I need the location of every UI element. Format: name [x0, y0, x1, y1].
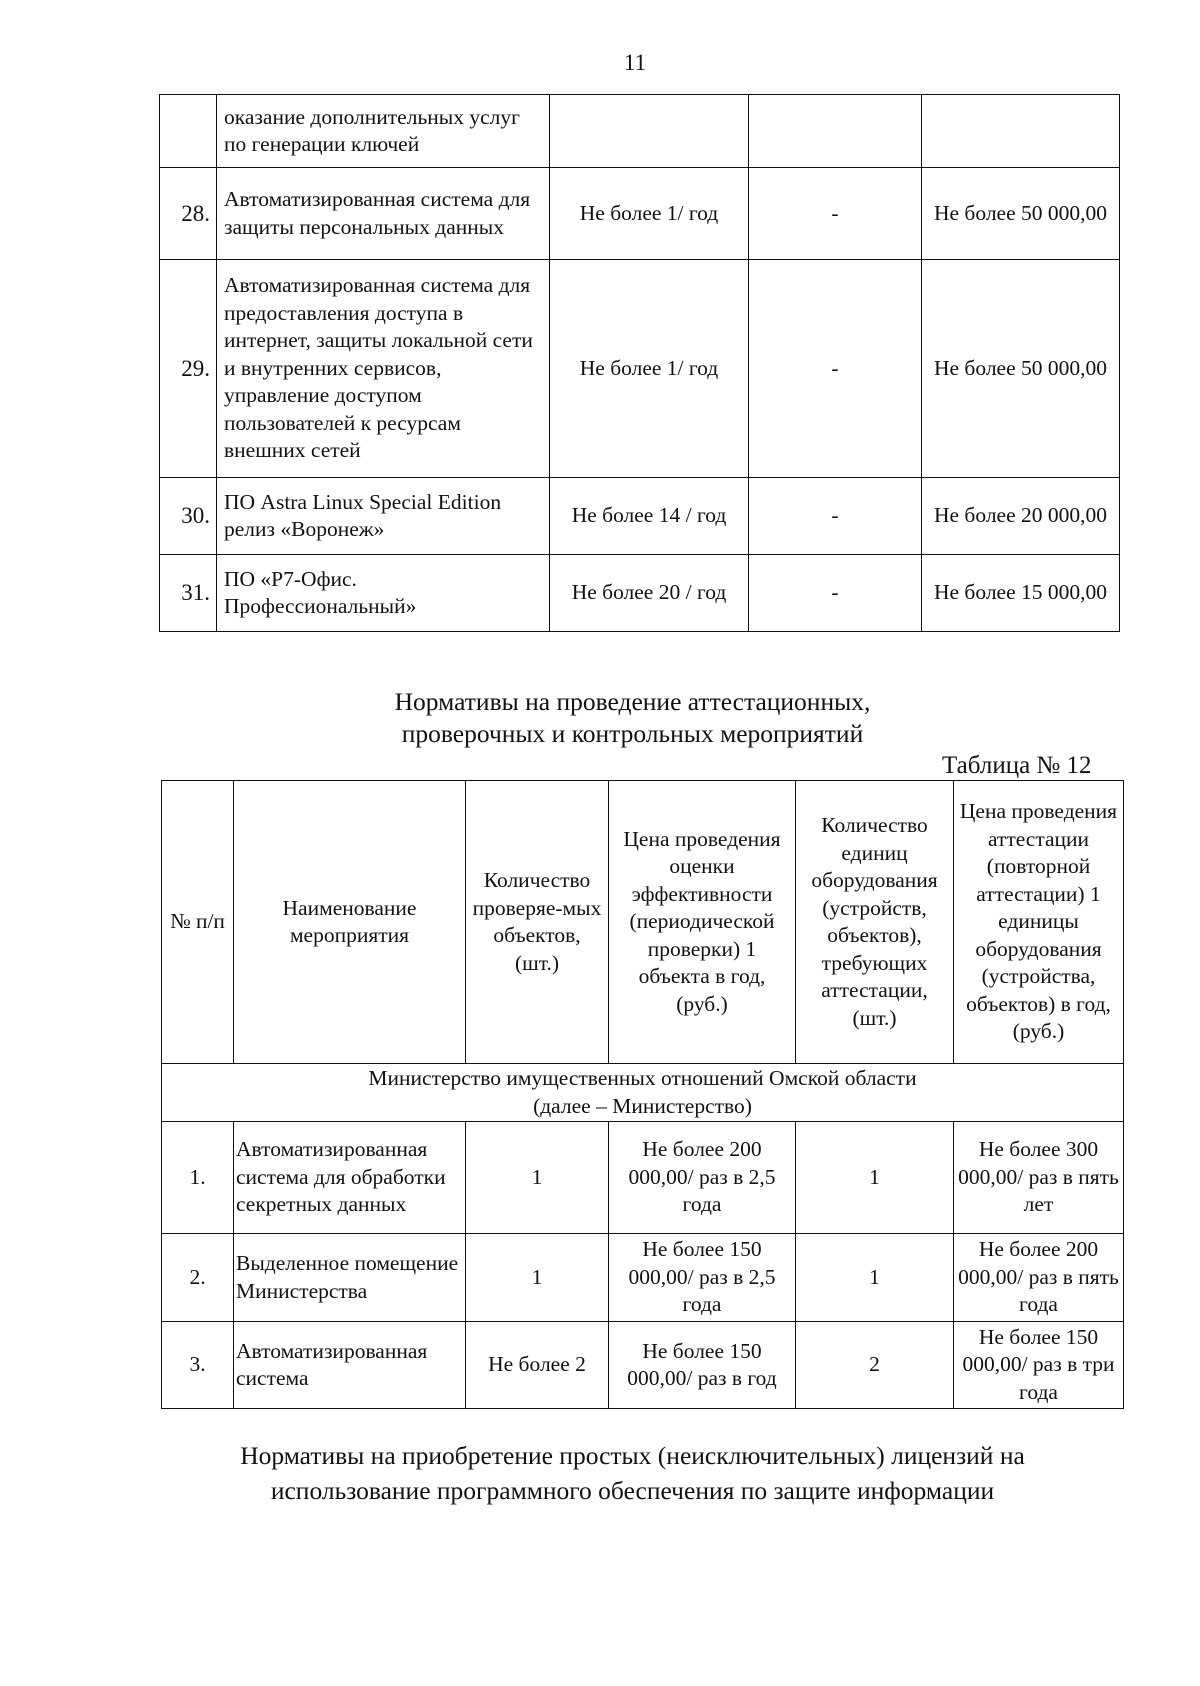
- row-name: Выделенное помещение Министерства: [234, 1234, 466, 1322]
- table-row: [160, 168, 1120, 260]
- table-caption: Таблица № 12: [942, 752, 1092, 779]
- section-line: Министерство имущественных отношений Омской области: [368, 1066, 917, 1090]
- table-row: [160, 478, 1120, 555]
- table-row: [162, 1234, 1124, 1322]
- row-price: Не более 50 000,00: [922, 168, 1120, 260]
- row-name: ПО «Р7-Офис. Профессиональный»: [217, 555, 550, 632]
- header-price-eval: Цена проведения оценки эффективности (периодической проверки) 1 объекта в год, (руб.): [609, 781, 796, 1064]
- header-num: № п/п: [162, 781, 234, 1064]
- table-row: [160, 555, 1120, 632]
- row-number: 2.: [162, 1234, 234, 1322]
- row-price: Не более 15 000,00: [922, 555, 1120, 632]
- row-objects: Не более 2: [466, 1322, 609, 1409]
- heading-line: использование программного обеспечения по защите информации: [270, 1476, 995, 1505]
- row-price-eval: Не более 200 000,00/ раз в 2,5 года: [609, 1122, 796, 1234]
- row-dash: -: [749, 478, 922, 555]
- row-quantity: Не более 14 / год: [550, 478, 749, 555]
- header-name: Наименование мероприятия: [234, 781, 466, 1064]
- software-costs-table: [159, 94, 1120, 632]
- row-units: 1: [796, 1122, 954, 1234]
- row-price: Не более 20 000,00: [922, 478, 1120, 555]
- table-row: [162, 1322, 1124, 1409]
- row-objects: 1: [466, 1122, 609, 1234]
- row-price: [922, 95, 1120, 168]
- section-heading-attestation: [0, 686, 1200, 750]
- row-number: 1.: [162, 1122, 234, 1234]
- row-dash: -: [749, 555, 922, 632]
- row-dash: -: [749, 260, 922, 478]
- table-row: [162, 1122, 1124, 1234]
- row-number: 3.: [162, 1322, 234, 1409]
- row-price-eval: Не более 150 000,00/ раз в год: [609, 1322, 796, 1409]
- row-price-attest: Не более 200 000,00/ раз в пять года: [954, 1234, 1124, 1322]
- page-number: 11: [623, 50, 647, 75]
- heading-line: Нормативы на приобретение простых (неисключительных) лицензий на: [240, 1441, 1025, 1470]
- row-quantity: Не более 20 / год: [550, 555, 749, 632]
- row-objects: 1: [466, 1234, 609, 1322]
- row-quantity: Не более 1/ год: [550, 260, 749, 478]
- header-units: Количество единиц оборудования (устройств, объектов), требующих аттестации, (шт.): [796, 781, 954, 1064]
- row-name: Автоматизированная система для предоставления доступа в интернет, защиты локальной сети и внутренних сервисов, управление доступом пользователей к ресурсам внешних сетей: [217, 260, 550, 478]
- section-title: [162, 1064, 1124, 1122]
- row-number: 31.: [160, 555, 217, 632]
- row-name: ПО Astra Linux Special Edition релиз «Воронеж»: [217, 478, 550, 555]
- table-row: [160, 95, 1120, 168]
- row-name: Автоматизированная система: [234, 1322, 466, 1409]
- heading-line: проверочных и контрольных мероприятий: [401, 719, 864, 748]
- heading-line: Нормативы на проведение аттестационных,: [394, 687, 871, 716]
- row-quantity: [550, 95, 749, 168]
- section-line: (далее – Министерство): [533, 1093, 752, 1118]
- row-price-attest: Не более 300 000,00/ раз в пять лет: [954, 1122, 1124, 1234]
- section-heading-licenses: [0, 1438, 1200, 1508]
- row-name: оказание дополнительных услуг по генерации ключей: [217, 95, 550, 168]
- row-name: Автоматизированная система для защиты персональных данных: [217, 168, 550, 260]
- row-number: [160, 95, 217, 168]
- row-price-attest: Не более 150 000,00/ раз в три года: [954, 1322, 1124, 1409]
- header-price-attest: Цена проведения аттестации (повторной аттестации) 1 единицы оборудования (устройства, объектов) в год, (руб.): [954, 781, 1124, 1064]
- row-number: 30.: [160, 478, 217, 555]
- header-objects: Количество проверяе-мых объектов, (шт.): [466, 781, 609, 1064]
- row-price-eval: Не более 150 000,00/ раз в 2,5 года: [609, 1234, 796, 1322]
- section-row: [162, 1064, 1124, 1122]
- row-number: 28.: [160, 168, 217, 260]
- row-dash: -: [749, 168, 922, 260]
- attestation-table: [161, 780, 1124, 1409]
- row-price: Не более 50 000,00: [922, 260, 1120, 478]
- row-dash: [749, 95, 922, 168]
- row-units: 1: [796, 1234, 954, 1322]
- row-quantity: Не более 1/ год: [550, 168, 749, 260]
- row-number: 29.: [160, 260, 217, 478]
- table-row: [160, 260, 1120, 478]
- row-name: Автоматизированная система для обработки секретных данных: [234, 1122, 466, 1234]
- table-header-row: [162, 781, 1124, 1064]
- row-units: 2: [796, 1322, 954, 1409]
